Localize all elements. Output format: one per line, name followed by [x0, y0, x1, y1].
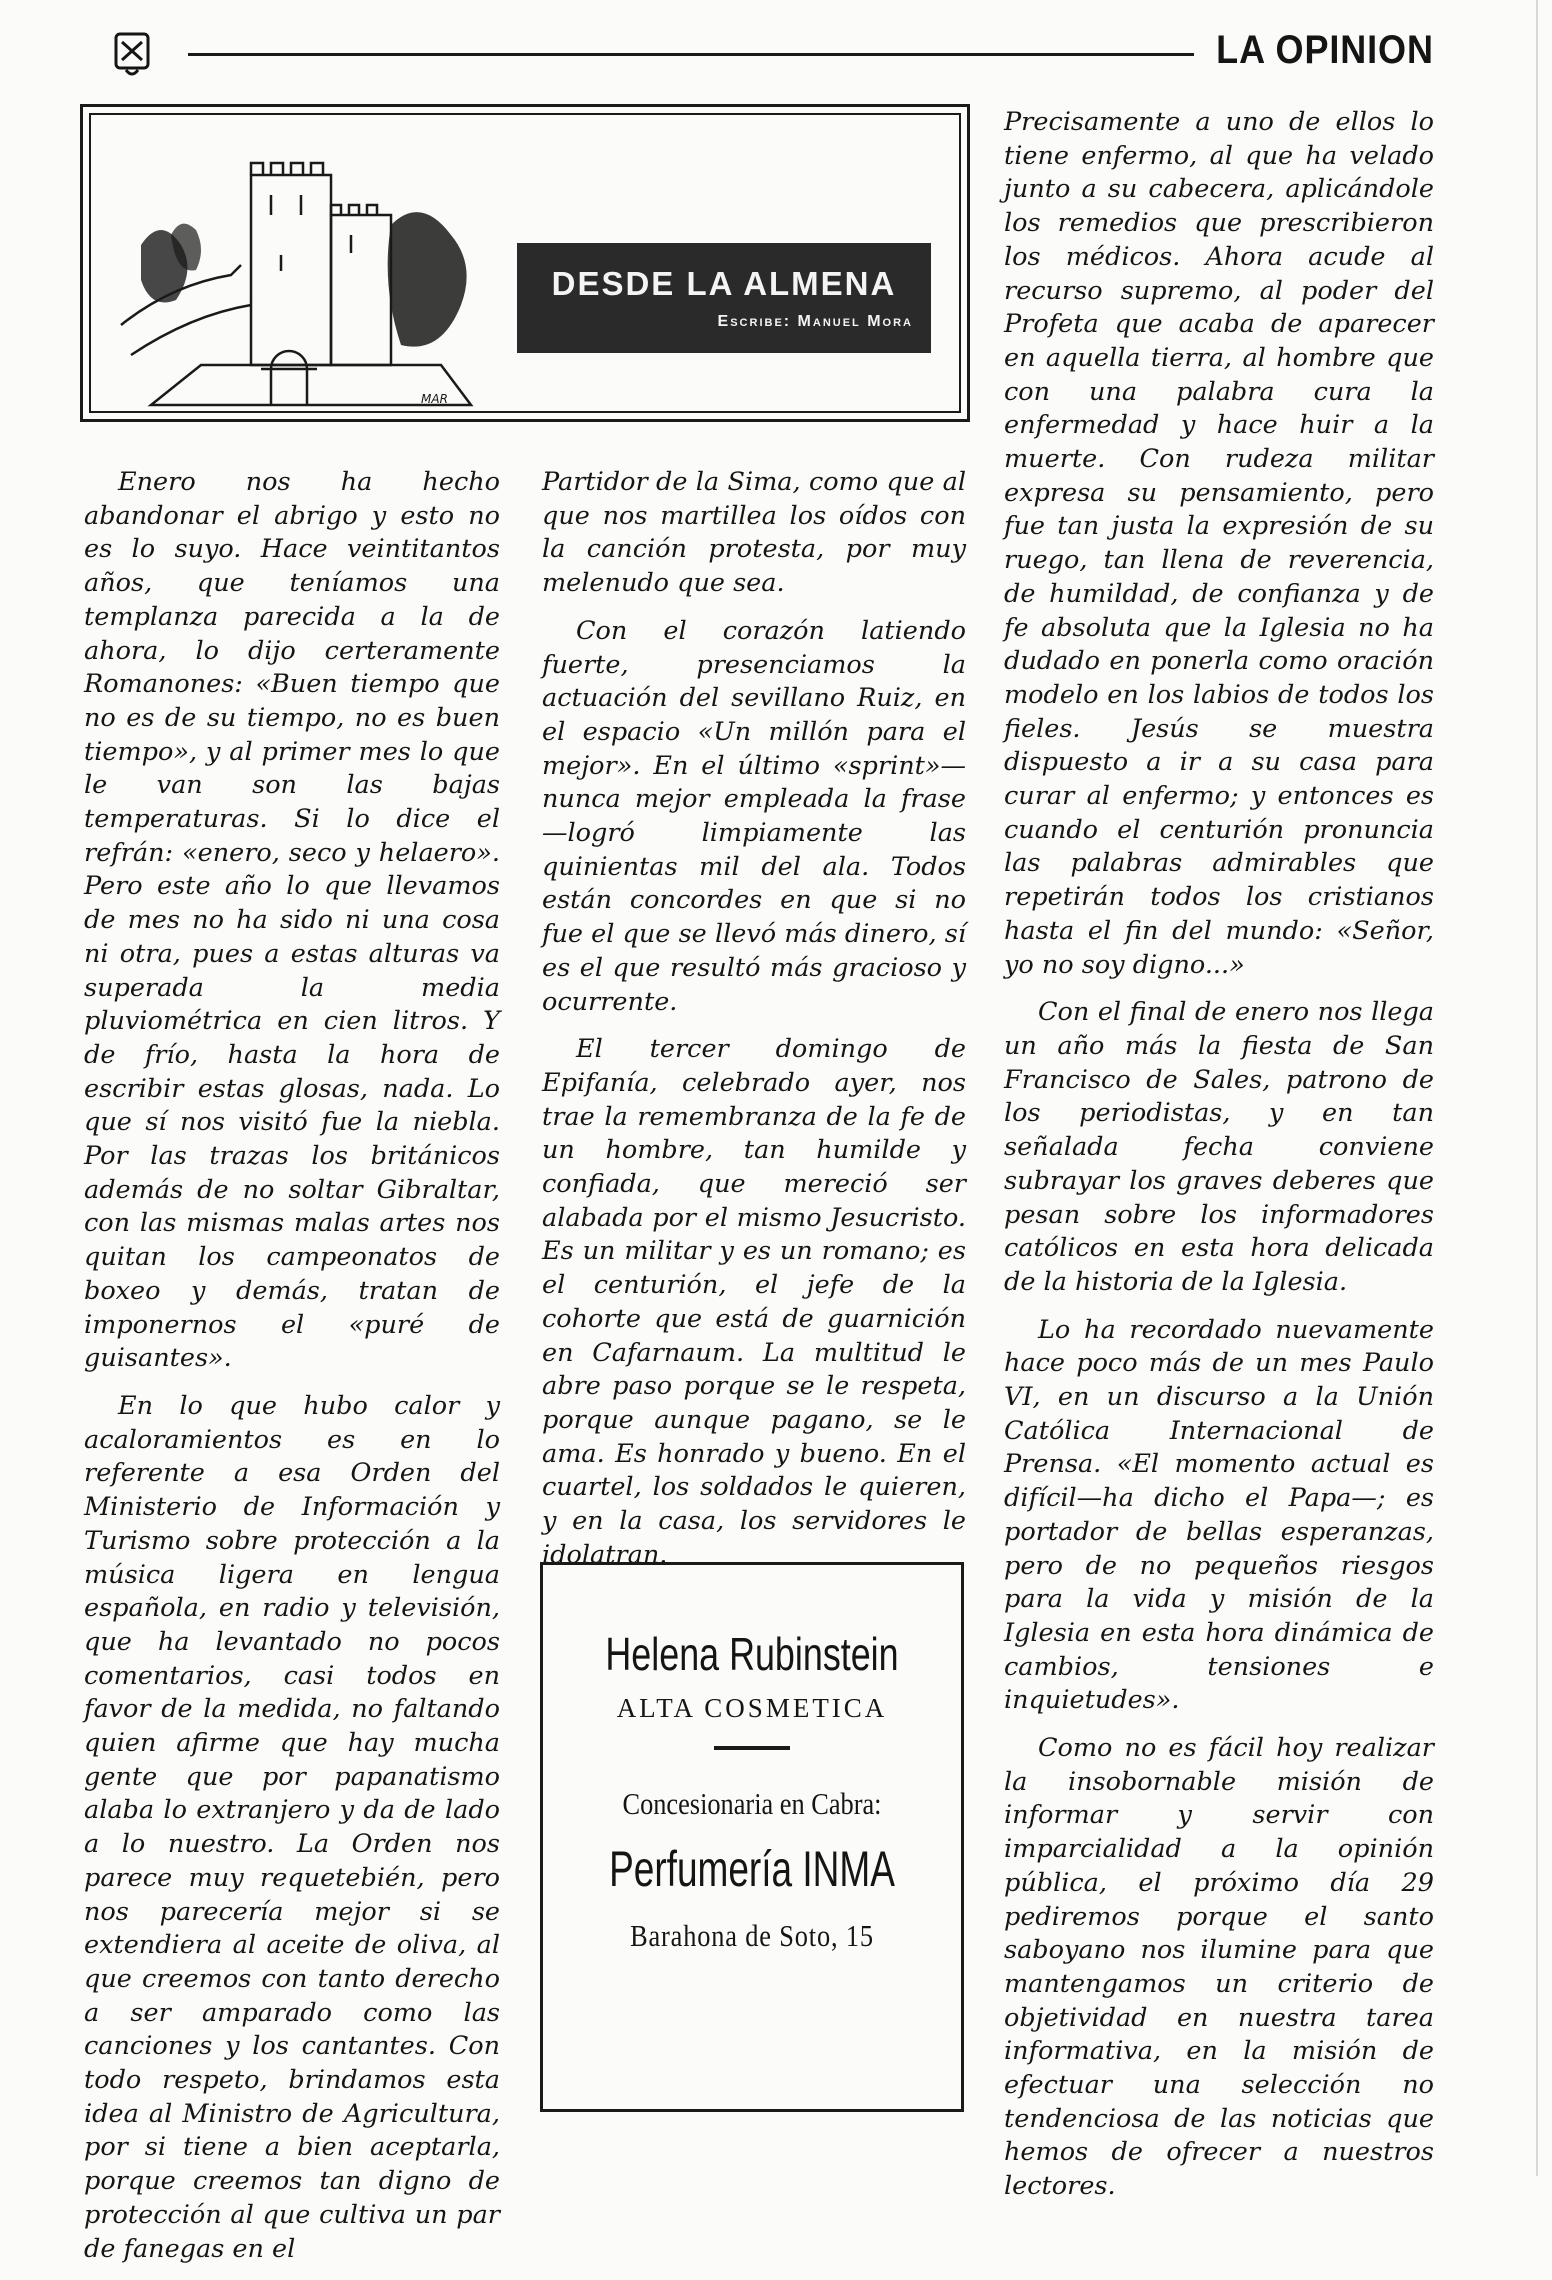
article-paragraph: Como no es fácil hoy realizar la insobornable misión de informar y servir con imparcialidad a la opinión pública, el próximo día 29 pediremos porque el santo saboyano nos ilumine para que mantengamos un criterio de objetividad en nuestra tarea informativa, en la misión de efectuar una selección no tendenciosa de las noticias que hemos de ofrecer a nuestros lectores.	[1004, 1733, 1434, 2202]
article-paragraph: En lo que hubo calor y acaloramientos es en lo referente a esa Orden del Ministerio de Información y Turismo sobre protección a la música ligera en lengua española, en radio y televisión, que ha levantado no pocos comentarios, casi todos en favor de la medida, no faltando quien afirme que hay mucha gente que por papanatismo alaba lo extranjero y da de lado a lo nuestro. La Orden nos parece muy requetebién, pero nos parecería mejor si se extendiera al aceite de oliva, al que creemos con tanto derecho a ser amparado como las canciones y los cantantes. Con todo respeto, brindamos esta idea al Ministro de Agricultura, por si tiene a bien aceptarla, porque creemos tan digno de protección al que cultiva un par de fanegas en el	[84, 1390, 500, 2264]
publication-logo-icon	[114, 30, 150, 78]
column-banner	[80, 104, 970, 422]
article-paragraph: El tercer domingo de Epifanía, celebrado ayer, nos trae la remembranza de la fe de un hombre, tan humilde y confiada, que mereció ser alabada por el mismo Jesucristo. Es un militar y es un romano; es el centurión, el jefe de la cohorte que está de guarnición en Cafarnaum. La multitud le abre paso porque se le respeta, porque aunque pagano, se le ama. Es honrado y bueno. En el cuartel, los soldados le quieren, y en la casa, los servidores le idolatran.	[542, 1034, 966, 1570]
article-paragraph: Con el final de enero nos llega un año más la fiesta de San Francisco de Sales, patrono de los periodistas, y en tan señalada fecha conviene subrayar los graves deberes que pesan sobre los informadores católicos en esta hora delicada de la historia de la Iglesia.	[1004, 997, 1434, 1297]
article-paragraph: Con el corazón latiendo fuerte, presenciamos la actuación del sevillano Ruiz, en el espacio «Un millón para el mejor». En el último «sprint»—nunca mejor empleada la frase—logró limpiamente las quinientas mil del ala. Todos están concordes en que si no fue el que se llevó más dinero, sí es el que resultó más gracioso y ocurrente.	[542, 615, 966, 1017]
article-column-2	[542, 466, 966, 1587]
ad-brand: Helena Rubinstein	[605, 1628, 899, 1680]
castle-illustration	[111, 125, 511, 413]
ad-divider	[714, 1746, 790, 1750]
artist-signature: MAR	[421, 392, 448, 406]
byline: Escribe: Manuel Mora	[717, 313, 913, 330]
ad-address: Barahona de Soto, 15	[630, 1918, 874, 1953]
article-paragraph: Precisamente a uno de ellos lo tiene enfermo, al que ha velado junto a su cabecera, aplicándole los remedios que prescribieron los médicos. Ahora acude al recurso supremo, al poder del Profeta que acaba de aparecer en aquella tierra, al hombre que con una palabra cura la enfermedad y hace huir a la muerte. Con rudeza militar expresa su pensamiento, pero fue tan justa la expresión de su ruego, tan llena de reverencia, de humildad, de confianza y de fe absoluta que la Iglesia no ha dudado en ponerla como oración modelo en los labios de todos los fieles. Jesús se muestra dispuesto a ir a su casa para curar al enfermo; y entonces es cuando el centurión pronuncia las palabras admirables que repetirán todos los cristianos hasta el fin del mundo: «Señor, yo no soy digno...»	[1004, 107, 1434, 980]
banner-inner-frame	[89, 113, 961, 413]
ad-subtitle: ALTA COSMETICA	[616, 1693, 888, 1723]
page-edge-line	[1536, 0, 1538, 2176]
ad-shop-name: Perfumería INMA	[609, 1841, 895, 1897]
article-paragraph: Enero nos ha hecho abandonar el abrigo y esto no es lo suyo. Hace veintitantos años, que teníamos una templanza parecida a la de ahora, lo dijo certeramente Romanones: «Buen tiempo que no es de su tiempo, no es buen tiempo», y al primer mes lo que le van son las bajas temperaturas. Si lo dice el refrán: «enero, seco y helaero». Pero este año lo que llevamos de mes no ha sido ni una cosa ni otra, pues a estas alturas va superada la media pluviométrica en cien litros. Y de frío, hasta la hora de escribir estas glosas, nada. Lo que sí nos visitó fue la niebla. Por las trazas los británicos además de no soltar Gibraltar, con las mismas malas artes nos quitan los campeonatos de boxeo y demás, tratan de imponernos el «puré de guisantes».	[84, 467, 500, 1374]
section-title: DESDE LA ALMENA	[551, 265, 897, 302]
column-label	[517, 243, 931, 353]
page-header	[104, 26, 1434, 86]
article-column-1	[84, 466, 500, 2280]
ad-dealer-label: Concesionaria en Cabra:	[622, 1786, 882, 1821]
header-rule	[188, 53, 1194, 56]
advertisement-box	[540, 1562, 964, 2112]
article-paragraph: Partidor de la Sima, como que al que nos martillea los oídos con la canción protesta, por muy melenudo que sea.	[542, 467, 966, 599]
article-paragraph: Lo ha recordado nuevamente hace poco más de un mes Paulo VI, en un discurso a la Unión Católica Internacional de Prensa. «El momento actual es difícil—ha dicho el Papa—; es portador de bellas esperanzas, pero de no pequeños riesgos para la vida y misión de la Iglesia en esta hora dinámica de cambios, tensiones e inquietudes».	[1004, 1314, 1434, 1716]
publication-title: LA OPINION	[1216, 28, 1434, 72]
article-column-3	[1004, 106, 1434, 2218]
